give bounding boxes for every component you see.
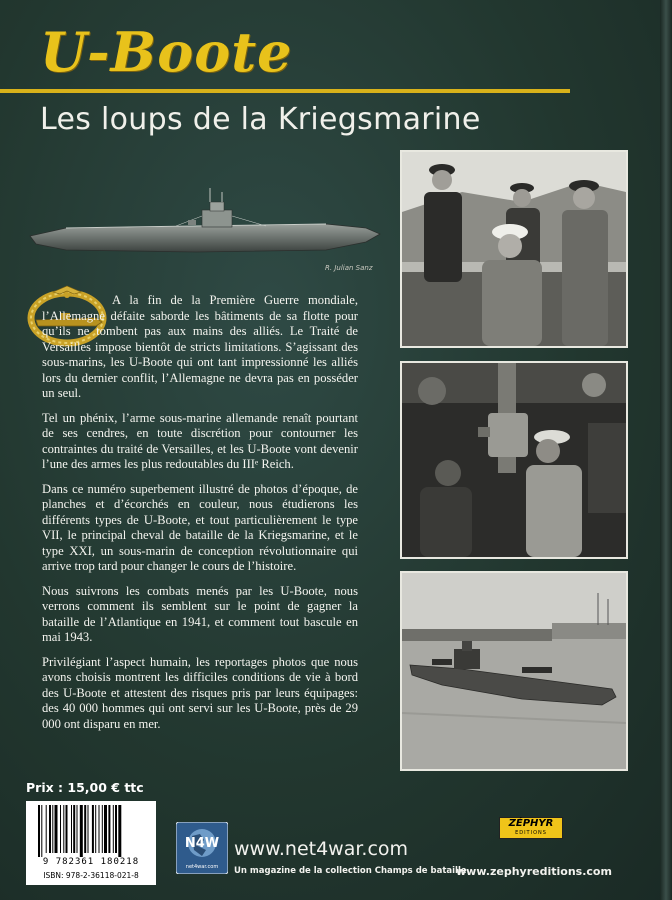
svg-text:N4W: N4W: [184, 836, 220, 851]
photo-periscope-interior: [400, 361, 628, 559]
barcode-bar: [108, 805, 110, 853]
price-label: Prix : 15,00 € ttc: [26, 780, 144, 795]
barcode-bar: [60, 805, 61, 853]
net4war-logo: [176, 822, 228, 874]
barcode-bar: [113, 805, 114, 853]
barcode-bar: [71, 805, 72, 853]
back-cover-text: [42, 293, 358, 741]
barcode-bars: [36, 805, 146, 857]
barcode-bar: [52, 805, 53, 853]
photo-submarine-in-harbour: [400, 571, 628, 771]
barcode-bar: [46, 805, 47, 853]
text-paragraph: Tel un phénix, l’arme sous-marine allemande renaît pourtant de ses cendres, en toute discrétion pour contourner les contraintes du traité de Versailles, et les U-Boote vont devenir l’une des armes les plus redoutables du IIIᵉ Reich.: [42, 410, 358, 471]
barcode-bar: [63, 805, 64, 853]
barcode-bar: [88, 805, 89, 853]
zephyr-logo-name: ZÉPHYR: [508, 818, 554, 829]
zephyr-editions-logo: [499, 817, 563, 839]
text-paragraph: A la fin de la Première Guerre mondiale, l’Allemagne défaite saborde les bâtiments de sa flotte pour qu’ils ne tombent pas aux mains des alliés. Le Traité de Versailles impose bientôt de stricts limitations. S’agissant des sous-marins, les U-Boote qui ont tant impressionné les alliés lors du dernier conflit, l’Allemagne ne devra pas en posséder un seul.: [42, 293, 358, 400]
text-paragraph: Dans ce numéro superbement illustré de photos d’époque, de planches et d’écorchés en couleur, nous étudierons les différents types de U-Boote, et tout particulièrement le type VII, le principal cheval de bataille de la Kriegsmarine, et le type XXI, un sous-marin de conception révolutionnaire qui arrive trop tard pour changer le cours de l’histoire.: [42, 481, 358, 573]
net4war-url: www.net4war.com: [234, 838, 409, 860]
text-paragraph: Nous suivrons les combats menés par les U-Boote, nous verrons comment ils semblent sur le point de gagner la bataille de l’Atlantique en 1941, et comment tout bascule en mai 1943.: [42, 583, 358, 644]
title-divider: [0, 89, 570, 93]
barcode-bar: [49, 805, 51, 853]
cover-title: U-Boote: [40, 20, 293, 84]
zephyr-url: www.zephyreditions.com: [456, 865, 612, 878]
text-paragraph: Privilégiant l’aspect humain, les reportages photos que nous avons choisis montrent les difficiles conditions de vie à bord des U-Boote et attestent des risques pris par leurs équipages: des 40 000 hommes qui ont servi sur les U-Boote, près de 29 000 ont disparu en mer.: [42, 654, 358, 731]
barcode-bar: [77, 805, 78, 853]
photo-officers-on-deck: [400, 150, 628, 348]
collection-tagline: Un magazine de la collection Champs de bataille.: [234, 866, 470, 876]
cover-subtitle: Les loups de la Kriegsmarine: [40, 102, 481, 137]
barcode-bar: [104, 805, 107, 853]
barcode-bar: [115, 805, 117, 853]
barcode-bar: [95, 805, 96, 853]
barcode: [26, 801, 156, 885]
submarine-profile-illustration: [26, 180, 382, 262]
barcode-bar: [66, 805, 68, 853]
artist-signature: R. Julian Sanz: [325, 264, 373, 272]
barcode-bar: [41, 805, 42, 857]
barcode-bar: [80, 805, 83, 857]
barcode-bar: [118, 805, 121, 857]
barcode-bar: [84, 805, 86, 853]
net4war-logo-text: net4war.com: [185, 864, 219, 870]
barcode-number: 9 782361 180218: [42, 857, 140, 867]
barcode-bar: [73, 805, 75, 853]
barcode-bar: [55, 805, 58, 853]
zephyr-logo-sub: EDITIONS: [515, 830, 547, 836]
barcode-bar: [38, 805, 40, 857]
barcode-bar: [92, 805, 94, 853]
barcode-bar: [102, 805, 103, 853]
barcode-bar: [99, 805, 100, 853]
book-spine-edge: [660, 0, 672, 900]
isbn-label: ISBN: 978-2-36118-021-8: [43, 871, 139, 880]
